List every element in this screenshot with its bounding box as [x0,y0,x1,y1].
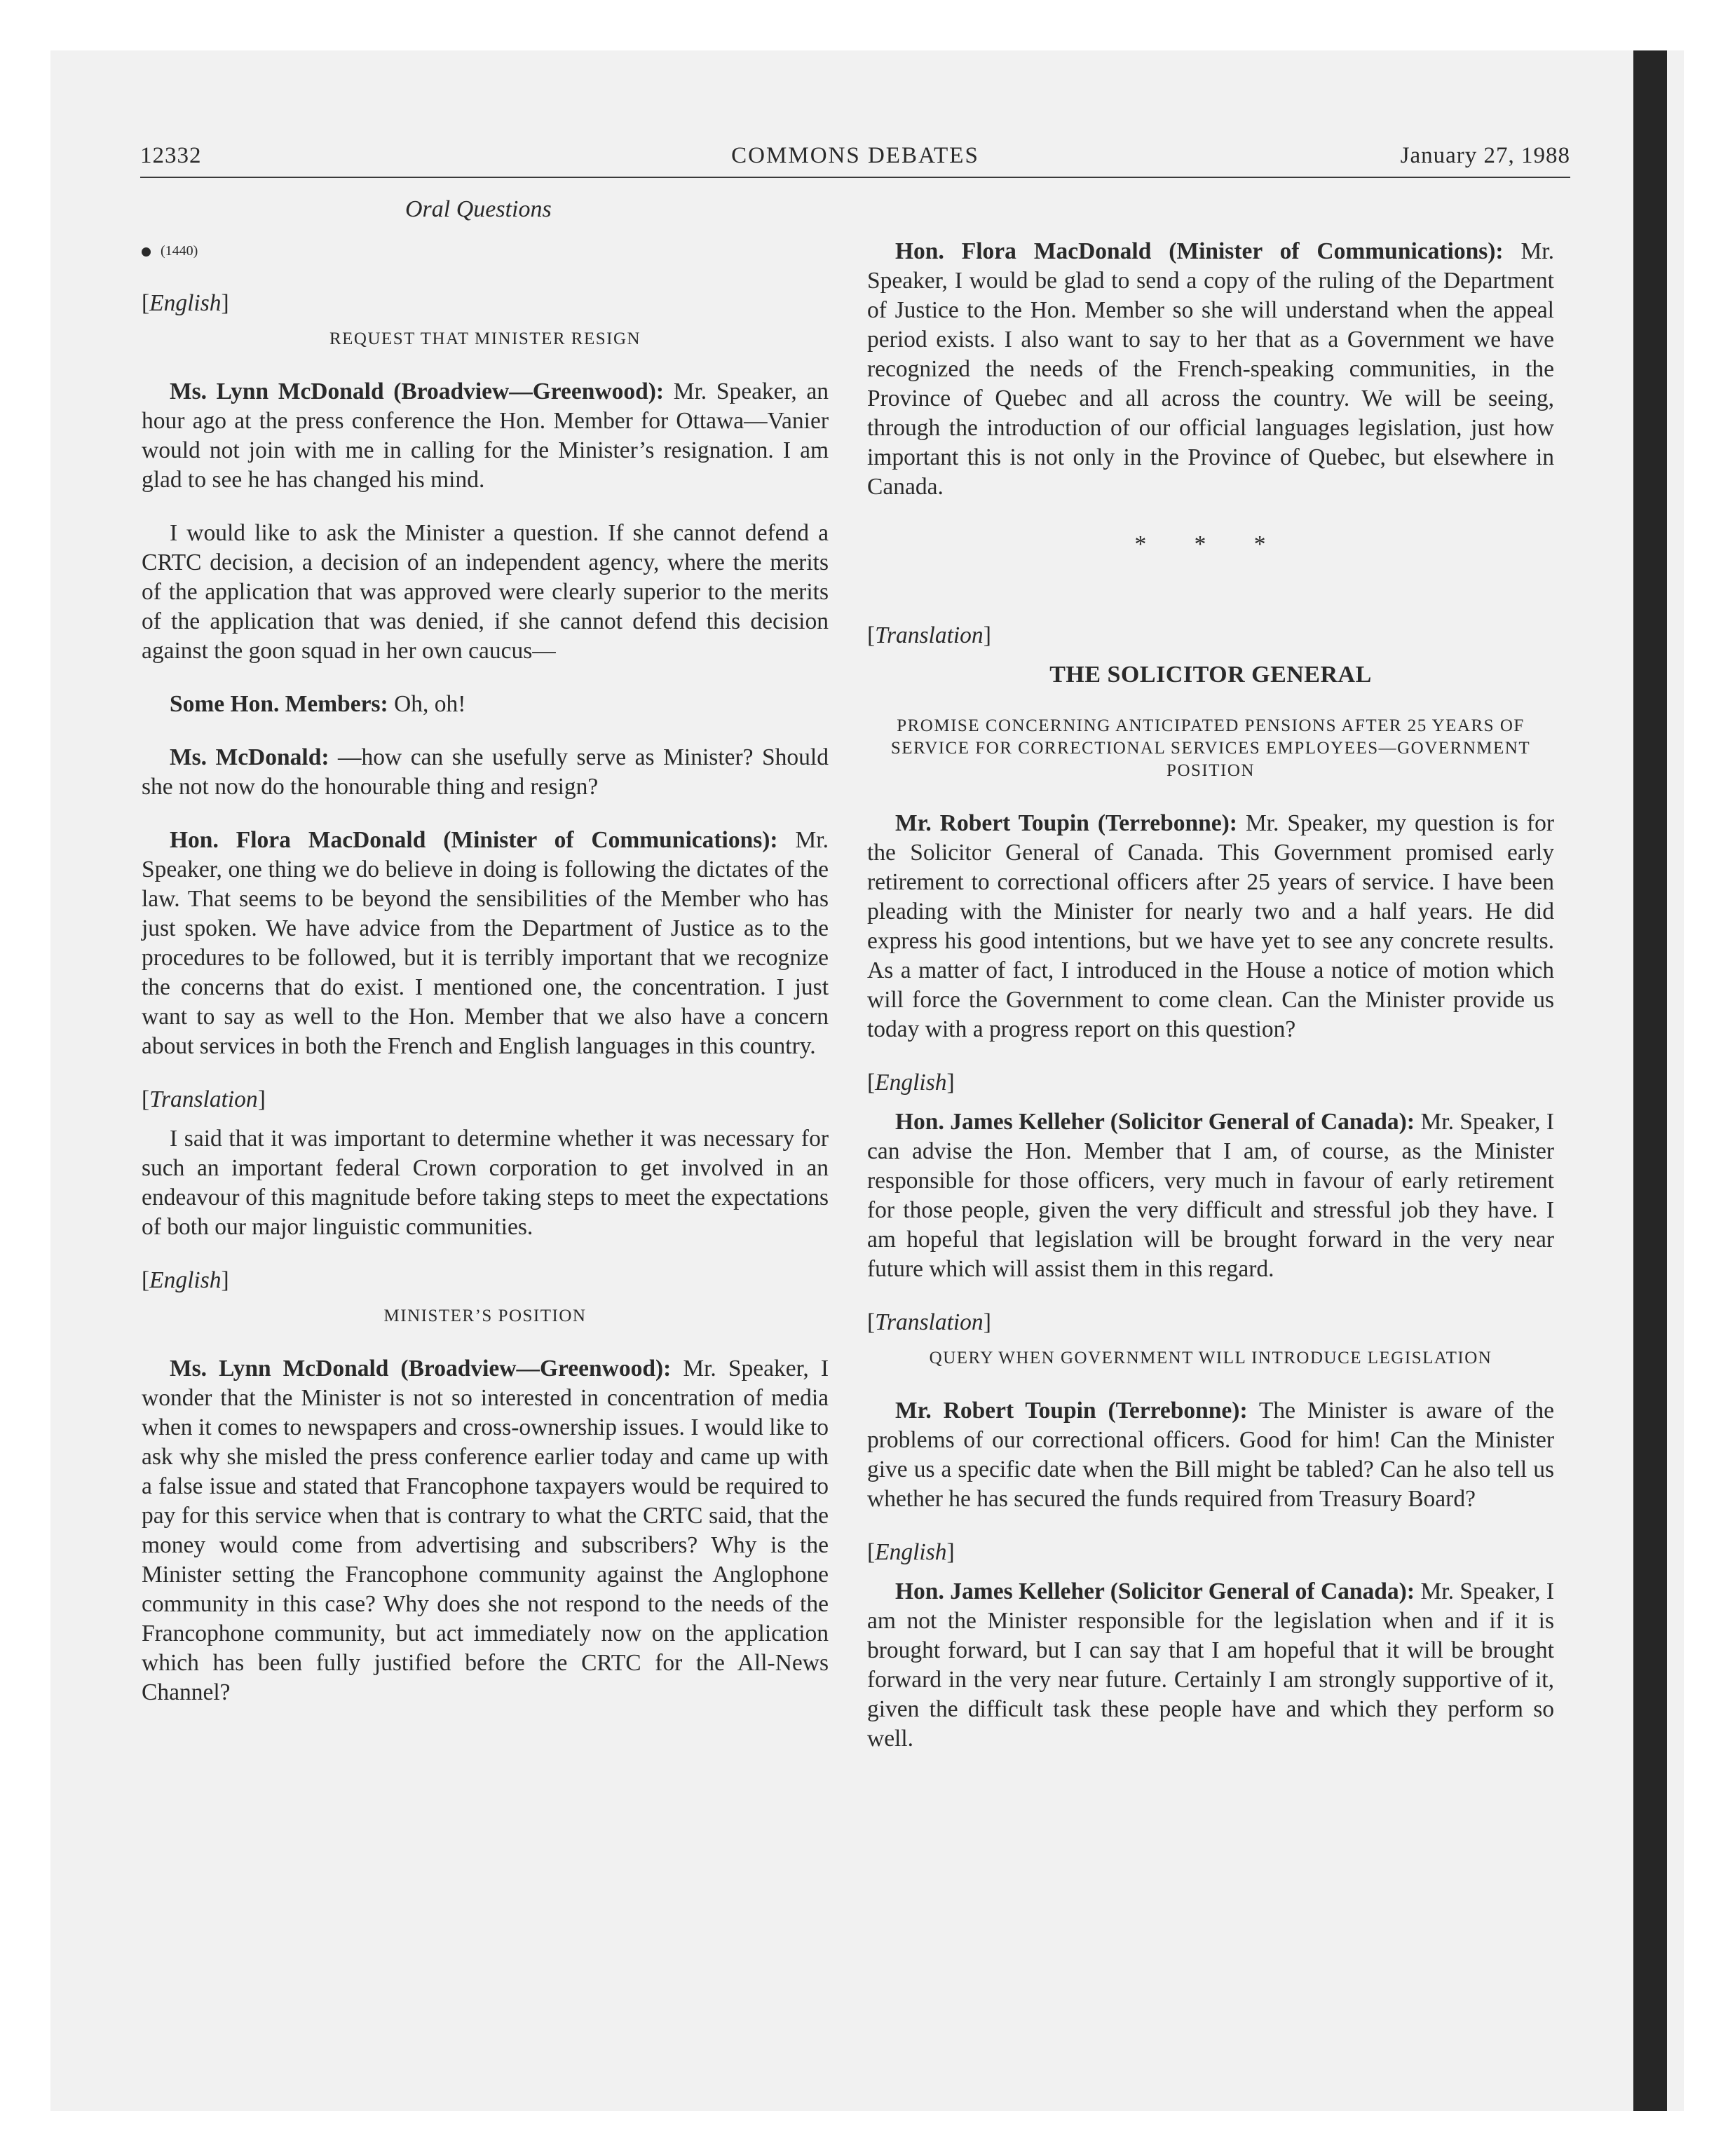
speech-text: Mr. Speaker, I am not the Minister responsible for the legislation when and if it is brought forward, but I can say that I am hopeful that it will be brought forward in the very near future. Certainly I am strongly supportive of it, given the difficult task these people have and which they perform so well. [867,1578,1554,1752]
speech-paragraph [867,809,1554,1044]
subheading: MINISTER’S POSITION [383,1306,587,1325]
speaker-name: Mr. Robert Toupin (Terrebonne): [895,1398,1248,1424]
speech-paragraph [142,690,829,719]
speech-paragraph [142,743,829,802]
page-number: 12332 [140,143,202,168]
scan-edge-bar [1633,50,1667,2111]
speaker-name: Ms. Lynn McDonald (Broadview—Greenwood): [170,378,665,404]
speech-text: Mr. Speaker, I would be glad to send a copy of the ruling of the Department of Justice to the Hon. Member so she will understand when the appeal period exists. I also want to say to her that as a Government we have recognized the needs of the French-speaking communities, in the Province of Quebec and all across the country. We will be seeing, through the introduction of our official languages legislation, just how important this is not only in the Province of Quebec, but elsewhere in Canada. [867,238,1554,500]
language-tag: [Translation] [867,622,991,648]
speech-text: Mr. Speaker, I can advise the Hon. Member that I am, of course, as the Minister responsible for those officers, very much in favour of early retirement for those people, given the very difficult and stressful job they have. I am hopeful that legislation will be brought forward in the very near future which will assist them in this regard. [867,1109,1554,1282]
speech-paragraph [867,1107,1554,1284]
speech-paragraph [142,377,829,495]
time-marker [142,237,829,265]
publication-date: January 27, 1988 [1400,143,1570,168]
speech-text: Mr. Speaker, my question is for the Solicitor General of Canada. This Government promised early retirement to correctional officers after 25 years of service. I have been pleading with the Minister for nearly two and a half years. He did express his good intentions, but we have yet to see any concrete results. As a matter of fact, I introduced in the House a notice of motion which will force the Government to come clean. Can the Minister provide us today with a progress report on this question? [867,810,1554,1042]
speech-text: Mr. Speaker, I wonder that the Minister is not so interested in concentration of media when it comes to newspapers and cross-ownership issues. I would like to ask why she misled the press conference earlier today and came up with a false issue and stated that Francophone taxpayers would be required to pay for this service when that is contrary to what the CRTC said, that the money would come from advertising and subscribers? Why is the Minister setting the Francophone community against the Anglophone community in this case? Why does she not respond to the needs of the Francophone community, but act immediately now on the application which has been fully justified before the CRTC for the All-News Channel? [142,1356,829,1705]
speaker-name: Some Hon. Members: [170,691,388,717]
section-divider: * * * [1134,531,1287,557]
language-tag-text: English [875,1539,947,1565]
speech-paragraph [867,1396,1554,1514]
subheading: REQUEST THAT MINISTER RESIGN [329,329,641,348]
speaker-name: Hon. James Kelleher (Solicitor General of Canada): [895,1578,1415,1604]
speaker-name: Hon. Flora MacDonald (Minister of Communications): [895,238,1504,264]
speech-paragraph: I said that it was important to determine whether it was necessary for such an important federal Crown corporation to get involved in an endeavour of this magnitude before taking steps to meet the expectations of both our major linguistic communities. [142,1126,829,1240]
language-tag-text: English [149,290,222,316]
language-tag-text: English [149,1267,222,1293]
right-column [867,237,1554,1778]
time-marker-text: (1440) [161,243,198,259]
speaker-name: Ms. McDonald: [170,744,329,770]
subheading: QUERY WHEN GOVERNMENT WILL INTRODUCE LEGISLATION [929,1349,1492,1367]
speech-paragraph [867,1577,1554,1754]
speaker-name: Hon. James Kelleher (Solicitor General of Canada): [895,1109,1415,1135]
speech-text: Mr. Speaker, an hour ago at the press conference the Hon. Member for Ottawa—Vanier would not join with me in calling for the Minister’s resignation. I am glad to see he has changed his mind. [142,378,829,493]
language-tag: [Translation] [867,1309,991,1335]
language-tag-text: Translation [149,1086,258,1112]
page-header [140,143,1570,178]
speaker-name: Mr. Robert Toupin (Terrebonne): [895,810,1237,836]
language-tag: [English] [867,1539,955,1565]
language-tag: [English] [142,1267,229,1293]
speech-paragraph [867,237,1554,502]
speech-text: The Minister is aware of the problems of our correctional officers. Good for him! Can the Minister give us a specific date when the Bill might be tabled? Can he also tell us whether he has secured the funds required from Treasury Board? [867,1398,1554,1512]
language-tag: [Translation] [142,1086,266,1112]
subheading: PROMISE CONCERNING ANTICIPATED PENSIONS AFTER 25 YEARS OF SERVICE FOR CORRECTIONAL SERVICES EMPLOYEES—GOVERNMENT POSITION [890,716,1531,780]
section-heading: THE SOLICITOR GENERAL [1049,662,1372,688]
publication-title: COMMONS DEBATES [731,143,979,168]
speech-paragraph [142,826,829,1061]
speech-paragraph: I would like to ask the Minister a question. If she cannot defend a CRTC decision, a decision of an independent agency, where the merits of the application that was approved were clearly superior to the merits of the application that was denied, if she cannot defend this decision against the goon squad in her own caucus— [142,520,829,664]
language-tag-text: Translation [875,1309,984,1335]
speech-text: Oh, oh! [388,691,466,717]
left-column [142,237,829,1731]
speaker-name: Hon. Flora MacDonald (Minister of Communications): [170,827,778,853]
section-label: Oral Questions [405,196,552,222]
language-tag-text: English [875,1070,947,1096]
speech-text: Mr. Speaker, one thing we do believe in doing is following the dictates of the law. That seems to be beyond the sensibilities of the Member who has just spoken. We have advice from the Department of Justice as to the procedures to be followed, but it is terribly important that we recognize the concerns that do exist. I mentioned one, the concentration. I just want to say as well to the Hon. Member that we also have a concern about services in both the French and English languages in this country. [142,827,829,1059]
speaker-name: Ms. Lynn McDonald (Broadview—Greenwood): [170,1356,672,1381]
language-tag: [English] [867,1070,955,1096]
language-tag: [English] [142,290,229,316]
language-tag-text: Translation [875,622,984,648]
bullet-icon [142,247,151,257]
speech-paragraph [142,1354,829,1707]
speech-text: —how can she usefully serve as Minister? Should she not now do the honourable thing and resign? [142,744,829,800]
